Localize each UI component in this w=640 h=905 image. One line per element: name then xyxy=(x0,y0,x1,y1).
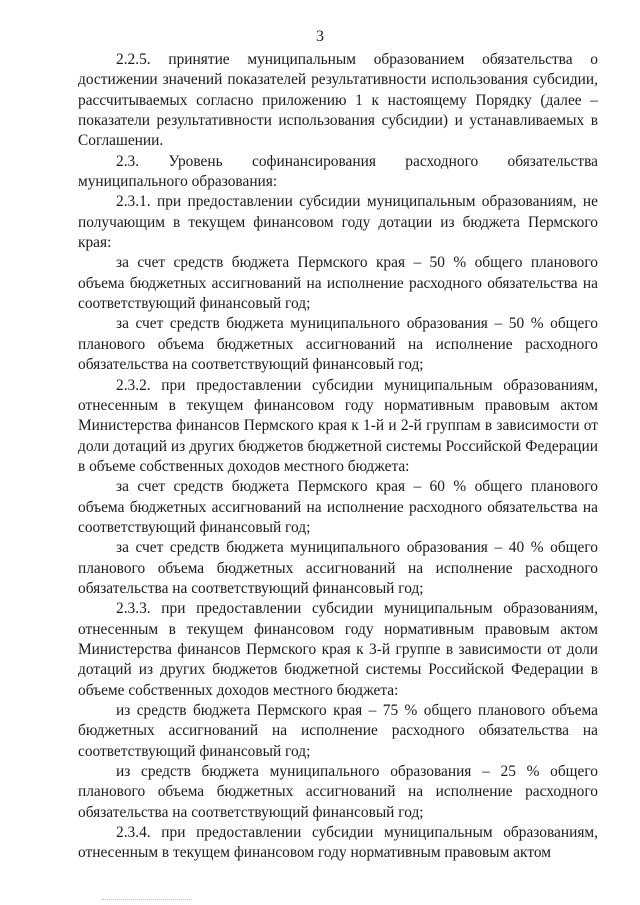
paragraph-2-3-4: 2.3.4. при предоставлении субсидии муниципальным образованиям, отнесенным в текущем финансовом году нормативным правовым актом xyxy=(78,824,598,862)
paragraph-2-3-3: 2.3.3. при предоставлении субсидии муниципальным образованиям, отнесенным в текущем финансовом году нормативным правовым актом Министерства финансов Пермского края к 3-й группе в зависимости от доли дотаций из других бюджетов бюджетной системы Российской Федерации в объеме собственных доходов местного бюджета: xyxy=(78,600,598,699)
paragraph-2-3-1-regional: за счет средств бюджета Пермского края – 50 % общего планового объема бюджетных ассигнований на исполнение расходного обязательства на соответствующий финансовый год; xyxy=(78,254,598,313)
paragraph-2-3-2-municipal: за счет средств бюджета муниципального образования – 40 % общего планового объема бюджетных ассигнований на исполнение расходного обязательства на соответствующий финансовый год; xyxy=(78,539,598,597)
paragraph-2-3-2-regional: за счет средств бюджета Пермского края – 60 % общего планового объема бюджетных ассигнований на исполнение расходного обязательства на соответствующий финансовый год; xyxy=(78,478,598,536)
paragraph-2-3-1-municipal: за счет средств бюджета муниципального образования – 50 % общего планового объема бюджетных ассигнований на исполнение расходного обязательства на соответствующий финансовый год; xyxy=(78,315,598,374)
paragraph-2-3-3-municipal: из средств бюджета муниципального образования – 25 % общего планового объема бюджетных ассигнований на исполнение расходного обязательства на соответствующий финансовый год; xyxy=(78,763,598,821)
paragraph-2-3: 2.3. Уровень софинансирования расходного обязательства муниципального образования: xyxy=(78,152,598,191)
scan-artifact-line xyxy=(102,899,192,900)
paragraph-2-2-5: 2.2.5. принятие муниципальным образованием обязательства о достижении значений показателей результативности использования субсидии, рассчитываемых согласно приложению 1 к настоящему Порядку (далее – показатели результативности использования субсидии) и устанавливаемых в Соглашении. xyxy=(78,51,598,150)
document-body xyxy=(78,50,598,864)
paragraph-2-3-3-regional: из средств бюджета Пермского края – 75 % общего планового объема бюджетных ассигнований на исполнение расходного обязательства на соответствующий финансовый год; xyxy=(78,702,598,760)
page-number: 3 xyxy=(316,28,324,45)
paragraph-2-3-2: 2.3.2. при предоставлении субсидии муниципальным образованиям, отнесенным в текущем финансовом году нормативным правовым актом Министерства финансов Пермского края к 1-й и 2-й группам в зависимости от доли дотаций из других бюджетов бюджетной системы Российской Федерации в объеме собственных доходов местного бюджета: xyxy=(78,376,598,475)
paragraph-2-3-1: 2.3.1. при предоставлении субсидии муниципальным образованиям, не получающим в текущем финансовом году дотации из бюджета Пермского края: xyxy=(78,193,598,252)
